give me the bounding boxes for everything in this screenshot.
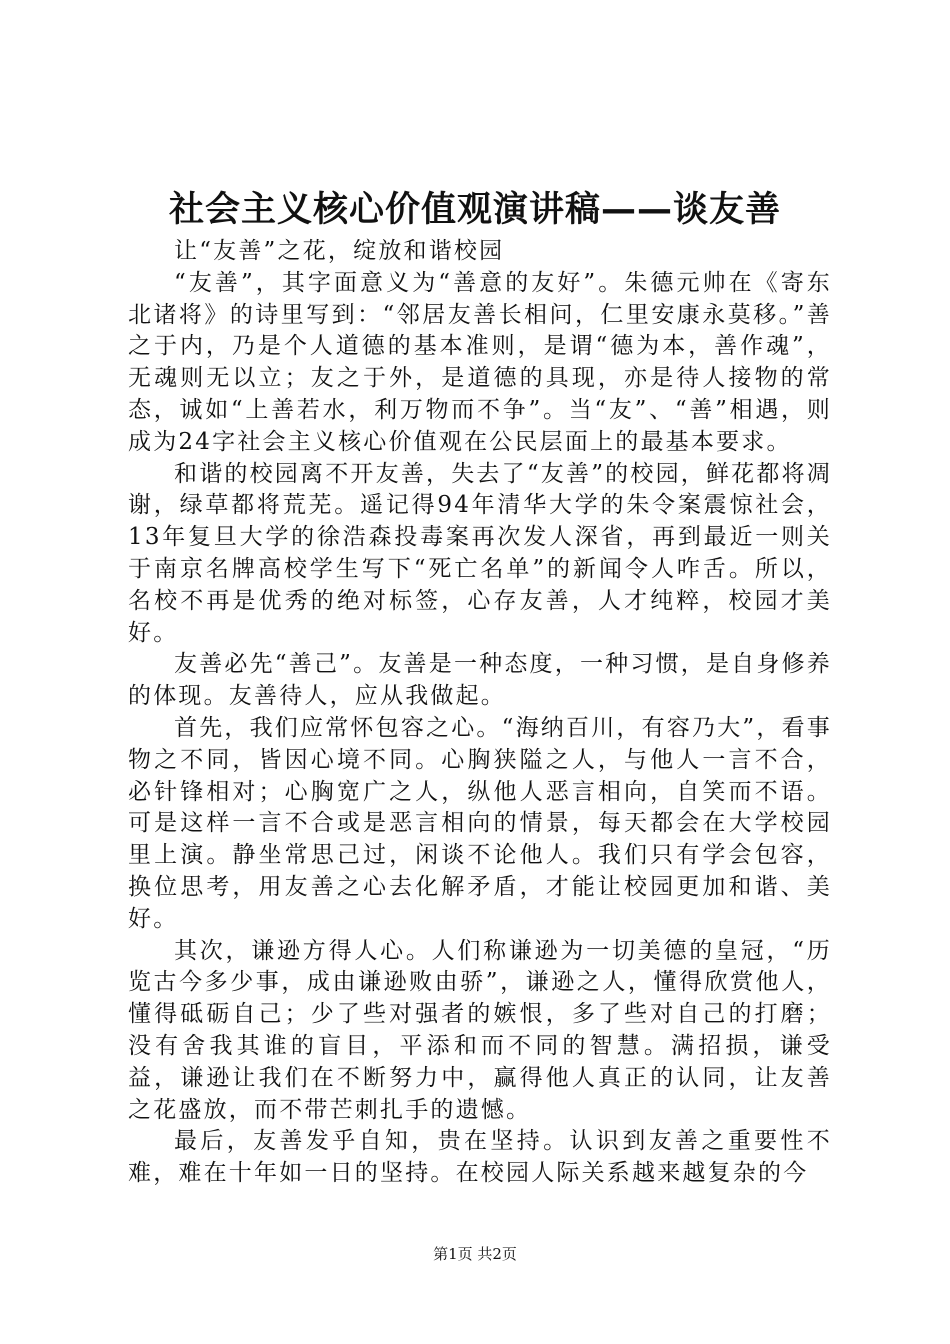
document-subtitle: 让“友善”之花，绽放和谐校园 xyxy=(174,238,505,264)
paragraph-4: 首先，我们应常怀包容之心。“海纳百川，有容乃大”，看事物之不同，皆因心境不同。心胸狭隘之人，与他人一言不合，必针锋相对；心胸宽广之人，纵他人恶言相向，自笑而不语。可是这样一言不合或是恶言相向的情景，每天都会在大学校园里上演。静坐常思己过，闲谈不论他人。我们只有学会包容，换位思考，用友善之心去化解矛盾，才能让校园更加和谐、美好。 xyxy=(128,714,832,932)
document-body xyxy=(128,236,832,1190)
page-number-footer: 第1页 共2页 xyxy=(433,1245,517,1263)
paragraph-5: 其次，谦逊方得人心。人们称谦逊为一切美德的皇冠，“历览古今多少事，成由谦逊败由骄”，谦逊之人，懂得欣赏他人，懂得砥砺自己；少了些对强者的嫉恨，多了些对自己的打磨；没有舍我其谁的盲目，平添和而不同的智慧。满招损，谦受益，谦逊让我们在不断努力中，赢得他人真正的认同，让友善之花盛放，而不带芒刺扎手的遗憾。 xyxy=(128,937,832,1123)
paragraph-2: 和谐的校园离不开友善，失去了“友善”的校园，鲜花都将凋谢，绿草都将荒芜。遥记得94年清华大学的朱令案震惊社会，13年复旦大学的徐浩森投毒案再次发人深省，再到最近一则关于南京名牌高校学生写下“死亡名单”的新闻令人咋舌。所以，名校不再是优秀的绝对标签，心存友善，人才纯粹，校园才美好。 xyxy=(128,460,832,646)
document-title: 社会主义核心价值观演讲稿——谈友善 xyxy=(168,190,781,230)
paragraph-6: 最后，友善发乎自知，贵在坚持。认识到友善之重要性不难，难在十年如一日的坚持。在校园人际关系越来越复杂的今 xyxy=(128,1128,832,1187)
paragraph-3: 友善必先“善己”。友善是一种态度，一种习惯，是自身修养的体现。友善待人，应从我做起。 xyxy=(128,651,832,710)
paragraph-1: “友善”，其字面意义为“善意的友好”。朱德元帅在《寄东北诸将》的诗里写到：“邻居友善长相问，仁里安康永莫移。”善之于内，乃是个人道德的基本准则，是谓“德为本，善作魂”，无魂则无以立；友之于外，是道德的具现，亦是待人接物的常态，诚如“上善若水，利万物而不争”。当“友”、“善”相遇，则成为24字社会主义核心价值观在公民层面上的最基本要求。 xyxy=(128,269,832,455)
